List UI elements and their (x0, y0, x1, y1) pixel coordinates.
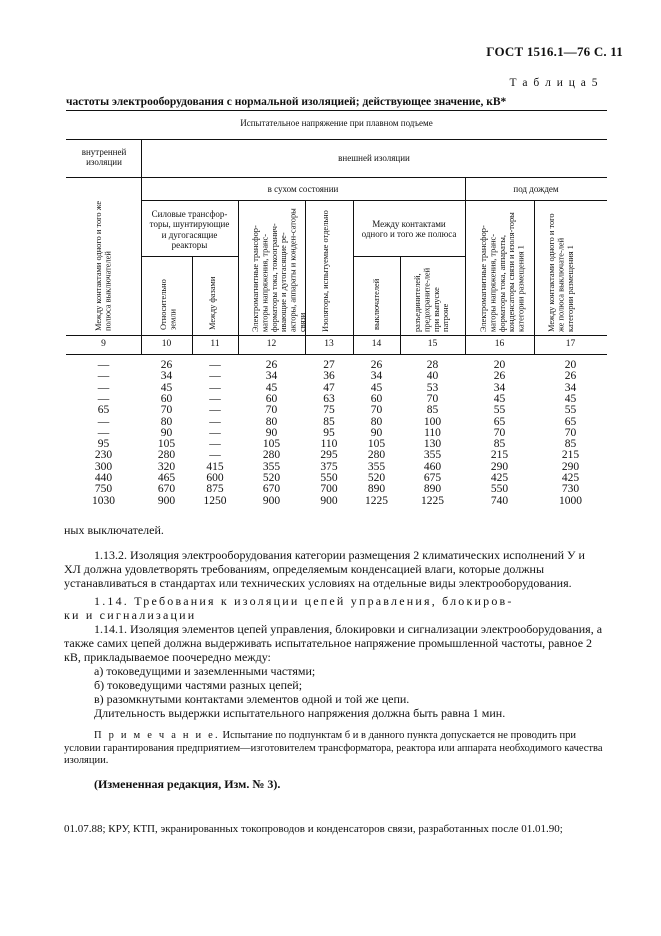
table-cell: 85 (564, 438, 577, 451)
table-cell: 40 (426, 370, 439, 383)
table-cell: 440 (94, 472, 113, 484)
table-cell: 1225 (421, 494, 444, 507)
col13-header: Изоляторы, испытуемые отдельно (321, 210, 330, 332)
table-cell: — (97, 415, 110, 428)
between-contacts-header: Между контактами одного и того же полюса (361, 219, 457, 240)
table-cell: — (209, 438, 221, 451)
table-cell: 1000 (559, 494, 582, 507)
table-cell: 80 (265, 415, 278, 428)
col14-header: выключателей (372, 278, 381, 330)
table-cell: 900 (320, 494, 338, 507)
tail-text: ных выключателей. (64, 523, 164, 537)
table-cell: 34 (493, 381, 506, 394)
table-cell: 730 (561, 483, 580, 496)
table-cell: 425 (490, 472, 509, 484)
table-cell: 45 (493, 392, 506, 405)
table-cell: 550 (490, 483, 509, 496)
col12-header: Электромагнитные трансфор-маторы напряжения, транс-форматоры тока, токоогранич-ивающие и дугогасящие ре-акторы, аппараты и конден-саторы связи (251, 208, 308, 332)
table-cell: — (209, 404, 221, 417)
table-cell: 105 (157, 438, 176, 451)
table-cell: 520 (262, 472, 281, 484)
table-cell: 27 (323, 359, 335, 371)
table-caption: частоты электрооборудования с нормальной изоляцией; действующее значение, кВ* (66, 96, 507, 108)
table-cell: 63 (323, 392, 335, 405)
table-cell: 70 (426, 392, 439, 405)
table-cell: 90 (370, 426, 383, 439)
table-cell: 215 (490, 449, 509, 462)
table-cell: 85 (323, 415, 335, 428)
table-cell: 34 (160, 370, 173, 383)
heading-1-14-line2: ки и сигнализации (64, 608, 197, 622)
table-cell: 55 (493, 404, 506, 417)
table-cell: 70 (265, 404, 278, 417)
table-cell: 740 (490, 494, 509, 507)
table-cell: 550 (320, 472, 338, 484)
table-cell: 295 (320, 449, 338, 462)
table-cell: — (209, 359, 221, 371)
colnum-10: 10 (161, 339, 172, 349)
note-label: П р и м е ч а н и е. (94, 730, 220, 741)
table-cell: 45 (265, 381, 278, 394)
table-cell: 60 (370, 392, 383, 405)
table-cell: 28 (426, 359, 439, 371)
table-cell: 26 (160, 359, 173, 371)
table-cell: — (97, 392, 110, 405)
table-cell: 900 (157, 494, 176, 507)
table-cell: — (209, 381, 221, 394)
table-cell: 95 (323, 426, 335, 439)
amendment: (Измененная редакция, Изм. № 3). (94, 777, 281, 791)
table-cell: 460 (423, 460, 442, 473)
table-cell: 520 (367, 472, 386, 484)
table-cell: 300 (94, 460, 113, 473)
table-cell: 70 (493, 426, 506, 439)
table-cell: 70 (564, 426, 577, 439)
col16-header: Электромагнитные трансфор-маторы напряжения, транс-форматоры тока, аппараты, конденсаторы связи и изоля-торы категории размещения 1 (479, 212, 526, 332)
table-cell: 26 (493, 370, 506, 383)
table-cell: 900 (262, 494, 281, 507)
table-cell: 355 (423, 449, 442, 462)
table-cell: 215 (561, 449, 580, 462)
table-cell: 36 (323, 370, 335, 383)
table-cell: 70 (370, 404, 383, 417)
document-header: ГОСТ 1516.1—76 С. 11 (486, 44, 623, 59)
table-cell: 53 (426, 381, 439, 394)
table-cell: 670 (262, 483, 281, 496)
table-cell: 280 (157, 449, 176, 462)
list-item-b: б) токоведущими частями разных цепей; (94, 678, 303, 692)
dry-state-header: в сухом состоянии (267, 184, 339, 194)
table-cell: 110 (320, 438, 338, 451)
colnum-11: 11 (210, 339, 220, 349)
table-cell: 1030 (92, 494, 115, 507)
table-cell: 85 (426, 404, 439, 417)
note-text: Испытание по подпунктам б и в данного пункта допускается не проводить при условии гарантирования предприятием—изготовителем трансформатора, реактора или аппарата необходимого качества изоляции. (64, 730, 603, 766)
footnote: 01.07.88; КРУ, КТП, экранированных токопроводов и конденсаторов связи, разработанных после 01.01.90; (64, 823, 563, 835)
table-cell: 70 (160, 404, 173, 417)
table-cell: 80 (370, 415, 383, 428)
col17-header: Между контактами одного и того же полюса выключате-лей категории размещения 1 (547, 213, 575, 332)
table-cell: 20 (493, 359, 506, 371)
table-cell: 670 (157, 483, 176, 496)
colnum-13: 13 (324, 339, 334, 349)
table-cell: 280 (367, 449, 386, 462)
table-cell: 700 (320, 483, 338, 496)
table-cell: — (209, 415, 221, 428)
colnum-9: 9 (101, 339, 106, 349)
table-cell: 90 (160, 426, 173, 439)
table-cell: 26 (564, 370, 577, 383)
table-cell: 95 (97, 438, 110, 451)
colnum-16: 16 (494, 339, 505, 349)
table-cell: 65 (493, 415, 506, 428)
table-cell: 105 (262, 438, 281, 451)
table-cell: 290 (561, 460, 580, 473)
table-cell: 230 (94, 449, 113, 462)
colnum-17: 17 (565, 339, 576, 349)
table-cell: 110 (424, 426, 441, 439)
table-cell: 47 (323, 381, 335, 394)
table-cell: 415 (206, 460, 224, 473)
table-cell: 890 (423, 483, 442, 496)
list-item-a: а) токоведущими и заземленными частями; (94, 664, 316, 678)
note (64, 730, 604, 768)
colnum-15: 15 (427, 339, 438, 349)
col15-header: разъединителей, предохраните-лей при выпуске патроне (413, 267, 451, 332)
table-cell: 34 (265, 370, 278, 383)
table-cell: 26 (370, 359, 383, 371)
table-cell: 875 (206, 483, 224, 496)
table-cell: 375 (320, 460, 338, 473)
table-cell: 1225 (365, 494, 388, 507)
table-cell: 45 (370, 381, 383, 394)
table-cell: 45 (564, 392, 577, 405)
table-cell: — (97, 381, 110, 394)
test-voltage-header: Испытательное напряжение при плавном подъеме (240, 118, 433, 128)
table-cell: 55 (564, 404, 577, 417)
under-rain-header: под дождем (513, 184, 559, 194)
table-cell: — (209, 426, 221, 439)
table-cell: 105 (367, 438, 386, 451)
table-cell: — (209, 449, 221, 462)
table-cell: 34 (564, 381, 577, 394)
table-cell: 280 (262, 449, 281, 462)
table-cell: 26 (265, 359, 278, 371)
colnum-14: 14 (371, 339, 382, 349)
table-cell: 890 (367, 483, 386, 496)
table-cell: 75 (323, 404, 335, 417)
external-insulation-header: внешней изоляции (338, 153, 410, 163)
table-cell: 465 (157, 472, 176, 484)
table-cell: 130 (423, 438, 442, 451)
table-cell: — (97, 426, 110, 439)
paragraph-1-13-2: 1.13.2. Изоляция электрооборудования категории размещения 2 климатических исполнений У и ХЛ должна удовлетворять требованиям, определяемым конденсацией влаги, которые должны устанавливаться в стандартах или технических условиях на отдельные виды электрооборудования. (64, 548, 585, 590)
table-cell: 600 (206, 472, 224, 484)
table-cell: 675 (423, 472, 442, 484)
table-cell: 85 (493, 438, 506, 451)
table-cell: — (209, 370, 221, 383)
table-cell: 90 (265, 426, 278, 439)
power-transformers-header: Силовые трансфор- торы, шунтирующие и дугогасящие реакторы (149, 209, 230, 251)
col11-header: Между фазами (208, 276, 217, 330)
table-cell: 290 (490, 460, 509, 473)
table-cell: — (97, 370, 110, 383)
table-cell: 65 (564, 415, 577, 428)
table-cell: — (209, 392, 221, 405)
table-cell: 355 (262, 460, 281, 473)
table-cell: 60 (265, 392, 278, 405)
table-cell: 45 (160, 381, 173, 394)
col9-header: Между контактами одного и того же полюса выключателей (94, 200, 113, 331)
table-cell: 320 (157, 460, 176, 473)
table-cell: 1250 (203, 494, 227, 507)
paragraph-duration: Длительность выдержки испытательного напряжения должна быть равна 1 мин. (94, 706, 506, 720)
table-cell: 750 (94, 483, 113, 496)
table-cell: 80 (160, 415, 173, 428)
table-cell: 34 (370, 370, 383, 383)
col10-header: Относительно земли (159, 279, 178, 330)
table-cell: — (97, 359, 110, 371)
table-cell: 425 (561, 472, 580, 484)
paragraph-1-14-1: 1.14.1. Изоляция элементов цепей управления, блокировки и сигнализации электрооборудования, а также самих цепей должна выдерживать испытательное напряжение промышленной частоты, равное 2 кВ, прикладываемое поочередно между: (64, 622, 603, 664)
table-cell: 100 (423, 415, 442, 428)
internal-insulation-header: внутренней изоляции (81, 147, 127, 168)
heading-1-14-line1: 1.14. Требования к изоляции цепей управления, блокиров- (94, 594, 514, 608)
table-number: Т а б л и ц а 5 (509, 77, 599, 89)
table-cell: 60 (160, 392, 173, 405)
table-cell: 20 (564, 359, 577, 371)
colnum-12: 12 (266, 339, 277, 349)
table-cell: 355 (367, 460, 386, 473)
table-cell: 65 (97, 404, 110, 417)
list-item-c: в) разомкнутыми контактами элементов одной и той же цепи. (94, 692, 410, 706)
